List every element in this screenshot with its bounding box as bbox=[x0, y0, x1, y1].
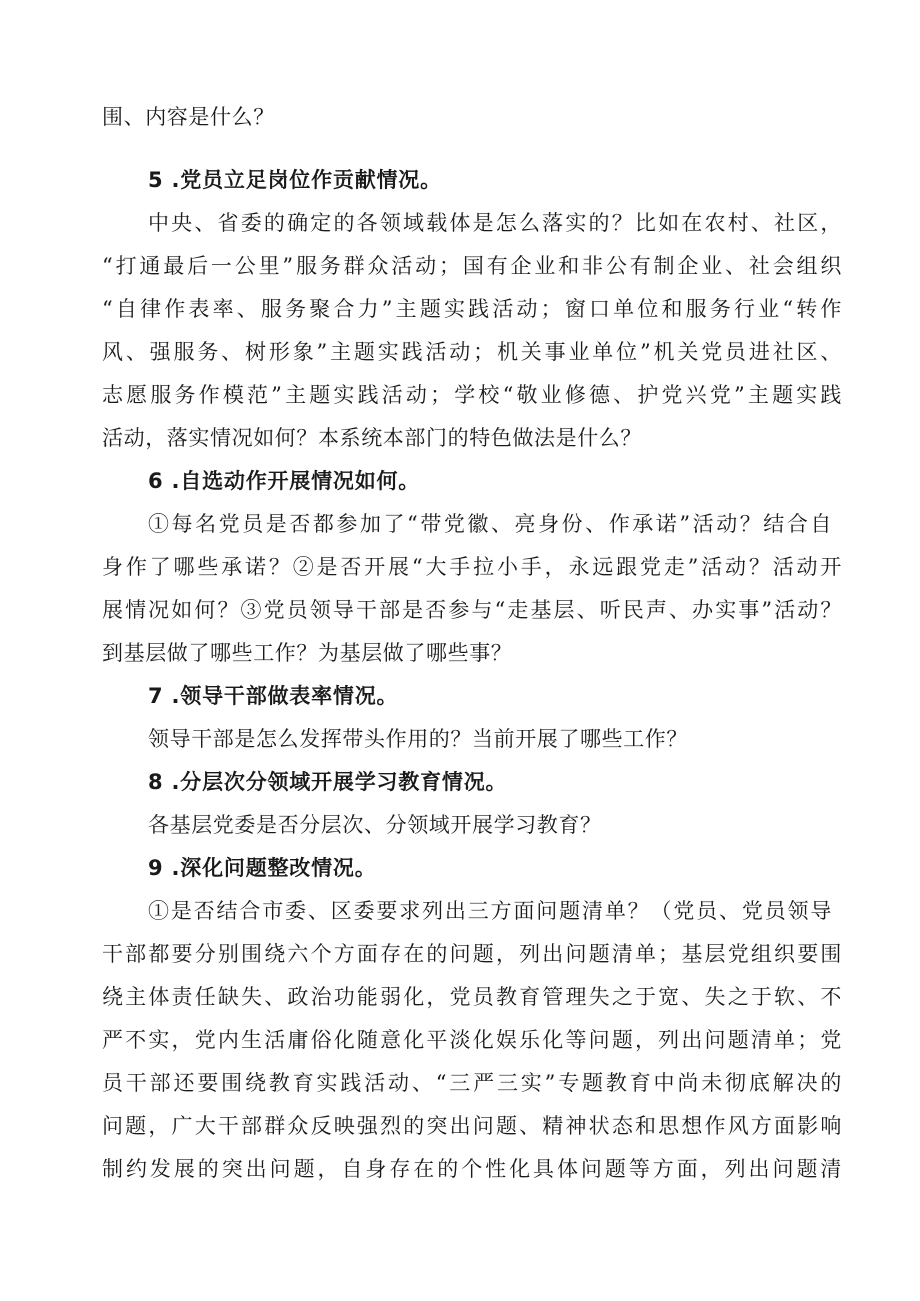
text-line: 风、强服务、树形象”主题实践活动；机关事业单位”机关党员进社区、 bbox=[102, 340, 842, 364]
text-line: ①每名党员是否都参加了“带党徽、亮身份、作承诺”活动？结合自 bbox=[148, 512, 832, 536]
text-line: 围、内容是什么？ bbox=[102, 105, 275, 129]
text-line: 领导干部是怎么发挥带头作用的？当前开展了哪些工作？ bbox=[148, 727, 688, 751]
section-heading-9: 9 .深化问题整改情况。 bbox=[148, 856, 377, 880]
text-line: 到基层做了哪些工作？为基层做了哪些事？ bbox=[102, 641, 513, 665]
text-line: 员干部还要围绕教育实践活动、“三严三实”专题教育中尚未彻底解决的 bbox=[102, 1071, 842, 1095]
text-line: 活动，落实情况如何？本系统本部门的特色做法是什么？ bbox=[102, 426, 642, 450]
text-line: 绕主体责任缺失、政治功能弱化，党员教育管理失之于宽、失之于软、不 bbox=[102, 985, 842, 1009]
text-line: “打通最后一公里”服务群众活动；国有企业和非公有制企业、社会组织 bbox=[102, 254, 842, 278]
section-heading-8: 8 .分层次分领域开展学习教育情况。 bbox=[148, 770, 508, 794]
text-line: 中央、省委的确定的各领域载体是怎么落实的？比如在农村、社区， bbox=[148, 211, 842, 235]
text-line: 严不实，党内生活庸俗化随意化平淡化娱乐化等问题，列出问题清单；党 bbox=[102, 1028, 842, 1052]
section-heading-5: 5 .党员立足岗位作贡献情况。 bbox=[148, 168, 442, 192]
text-line: 身作了哪些承诺？②是否开展“大手拉小手，永远跟党走”活动？活动开 bbox=[102, 555, 842, 579]
text-line: 展情况如何？③党员领导干部是否参与“走基层、听民声、办实事”活动？ bbox=[102, 598, 842, 622]
text-line: ①是否结合市委、区委要求列出三方面问题清单？（党员、党员领导 bbox=[148, 899, 832, 923]
text-line: “自律作表率、服务聚合力”主题实践活动；窗口单位和服务行业“转作 bbox=[102, 297, 842, 321]
text-line: 制约发展的突出问题，自身存在的个性化具体问题等方面，列出问题清 bbox=[102, 1157, 842, 1181]
text-line: 各基层党委是否分层次、分领域开展学习教育？ bbox=[148, 813, 602, 837]
text-line: 干部都要分别围绕六个方面存在的问题，列出问题清单；基层党组织要围 bbox=[102, 942, 842, 966]
text-line: 志愿服务作模范”主题实践活动；学校“敬业修德、护党兴党”主题实践 bbox=[102, 383, 842, 407]
section-heading-6: 6 .自选动作开展情况如何。 bbox=[148, 469, 421, 493]
text-line: 问题，广大干部群众反映强烈的突出问题、精神状态和思想作风方面影响 bbox=[102, 1114, 842, 1138]
section-heading-7: 7 .领导干部做表率情况。 bbox=[148, 684, 399, 708]
